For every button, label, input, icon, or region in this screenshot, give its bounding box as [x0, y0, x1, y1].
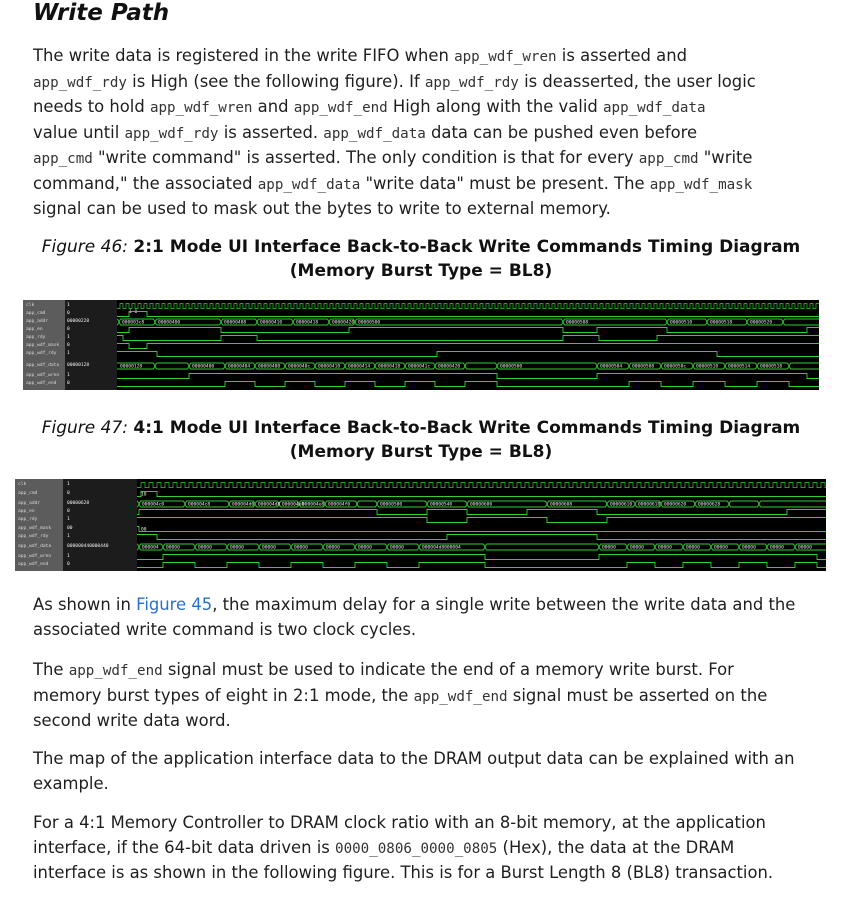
- signal-name-clk: clk: [26, 303, 35, 308]
- p3-line-2: memory burst types of eight in 2:1 mode, the app_wdf_end signal must be asserted on the: [33, 685, 768, 705]
- app-wdf-data-transition: [354, 544, 357, 550]
- p3-line-3: second write data word.: [33, 711, 231, 730]
- app-addr-transition: [376, 501, 379, 507]
- figure-47-timing-diagram: [15, 479, 826, 571]
- app-wdf-data-transition: [464, 363, 467, 369]
- app-addr-value-label: 00000418: [296, 320, 319, 326]
- app-wdf-data-value-label: 00000: [658, 545, 672, 551]
- app-addr-value-label: 00000520: [750, 320, 773, 326]
- p1-line-7: signal can be used to mask out the bytes to write to external memory.: [33, 199, 611, 218]
- paragraph-write-fifo: [33, 44, 803, 222]
- app-addr-segment: [761, 501, 827, 507]
- app-wdf-data-transition: [404, 363, 407, 369]
- app-addr-transition: [328, 319, 331, 325]
- app-wdf-data-transition: [484, 544, 487, 550]
- app-addr-segment: [357, 319, 562, 325]
- app-wdf-data-value-label: 00000500: [500, 364, 523, 370]
- app-wdf-data-value-label: 00000408: [258, 364, 281, 370]
- figure-47-subtitle: (Memory Burst Type = BL8): [289, 442, 553, 462]
- app-wdf-end-wave: [117, 382, 819, 387]
- app-wdf-data-segment: [467, 363, 496, 369]
- app-wdf-data-value-label: 00000: [230, 545, 244, 551]
- signal-name-app_wdf_wren: app_wdf_wren: [18, 554, 52, 559]
- signal-name-app_wdf_end: app_wdf_end: [26, 381, 57, 386]
- clk-wave: [117, 304, 819, 309]
- app-wdf-wren-wave: [137, 555, 826, 560]
- app-addr-transition: [220, 319, 223, 325]
- app-addr-value-label: 00000618: [638, 502, 661, 508]
- figure-46-subtitle: (Memory Burst Type = BL8): [289, 261, 553, 281]
- app-wdf-data-transition: [322, 544, 325, 550]
- app-wdf-data-value-label: 0000040c: [288, 364, 311, 370]
- app-addr-transition: [184, 501, 187, 507]
- p2-line-2: associated write command is two clock cycles.: [33, 619, 417, 639]
- signal-name-app_en: app_en: [18, 509, 35, 514]
- signal-value-app_wdf_data: 00000128: [67, 363, 90, 368]
- app-addr-value-label: 00000540: [430, 502, 453, 508]
- signal-value-app_rdy: 1: [67, 335, 70, 340]
- app-wdf-data-transition: [654, 544, 657, 550]
- app-wdf-data-value-label: 00000420: [438, 364, 461, 370]
- signal-value-app_wdf_end: 0: [67, 562, 70, 567]
- app-addr-transition: [546, 501, 549, 507]
- signal-name-app_wdf_end: app_wdf_end: [18, 562, 49, 567]
- signal-value-app_en: 0: [67, 327, 70, 332]
- app-wdf-data-value-label: 00000414: [348, 364, 371, 370]
- figure-46-caption: [40, 235, 802, 283]
- app-addr-segment: [117, 319, 118, 325]
- mask-value-label: 00: [141, 527, 147, 533]
- app-wdf-data-transition: [626, 544, 629, 550]
- app-wdf-data-segment: [791, 363, 820, 369]
- waveform-area: [137, 479, 826, 571]
- app-wdf-data-value-label: 00000: [630, 545, 644, 551]
- signal-value-app_wdf_wren: 1: [67, 554, 70, 559]
- app-wdf-data-transition: [418, 544, 421, 550]
- app-wdf-data-value-label: 00000410: [318, 364, 341, 370]
- app-addr-value-label: 000004d8: [258, 502, 281, 508]
- app-addr-value-label: 00000608: [550, 502, 573, 508]
- app-addr-transition: [562, 319, 565, 325]
- p1-line-4: value until app_wdf_rdy is asserted. app_wdf_data data can be pushed even before: [33, 122, 698, 142]
- app-wdf-data-value-label: 00000: [390, 545, 404, 551]
- app-wdf-data-transition: [344, 363, 347, 369]
- figure-46-title: 2:1 Mode UI Interface Back-to-Back Write Commands Timing Diagram: [133, 237, 801, 257]
- app-addr-value-label: 000004e0: [282, 502, 305, 508]
- app-wdf-data-transition: [766, 544, 769, 550]
- app-wdf-data-value-label: 00000: [798, 545, 812, 551]
- app-wdf-data-transition: [290, 544, 293, 550]
- app-rdy-wave: [117, 336, 819, 341]
- app-wdf-data-transition: [738, 544, 741, 550]
- app-wdf-data-value-label: 00000504: [600, 364, 623, 370]
- app-wdf-data-transition: [258, 544, 261, 550]
- app-wdf-data-value-label: 0000041c: [408, 364, 431, 370]
- app-wdf-data-transition: [596, 363, 599, 369]
- paragraph-wdf-end: [33, 658, 803, 734]
- app-addr-transition: [728, 501, 731, 507]
- app-addr-value-label: 00000600: [470, 502, 493, 508]
- signal-value-app_wdf_mask: 00: [67, 526, 73, 531]
- signal-name-app_addr: app_addr: [26, 319, 49, 324]
- app-addr-value-label: 000004f0: [328, 502, 351, 508]
- app-addr-value-label: 000004c8: [188, 502, 211, 508]
- app-addr-transition: [782, 319, 785, 325]
- app-addr-segment: [785, 319, 820, 325]
- app-addr-transition: [426, 501, 429, 507]
- app-wdf-data-transition: [628, 363, 631, 369]
- app-wdf-data-value-label: 00000128: [120, 364, 143, 370]
- app-addr-value-label: 000003c8: [122, 320, 145, 326]
- app-addr-value-label: 00000410: [260, 320, 283, 326]
- app-wdf-end-wave: [137, 563, 826, 568]
- app-wdf-data-transition: [794, 544, 797, 550]
- p1-line-1: The write data is registered in the write FIFO when app_wdf_wren is asserted and: [33, 46, 687, 65]
- app-addr-transition: [634, 501, 637, 507]
- app-wdf-data-transition: [226, 544, 229, 550]
- p1-line-3: needs to hold app_wdf_wren and app_wdf_end High along with the valid app_wdf_data: [33, 97, 706, 116]
- app-addr-transition: [706, 319, 709, 325]
- app-wdf-mask-wave: [137, 527, 826, 532]
- app-wdf-data-transition: [788, 363, 791, 369]
- signal-name-app_wdf_rdy: app_wdf_rdy: [18, 534, 49, 539]
- signal-name-app_wdf_mask: app_wdf_mask: [26, 343, 60, 348]
- app-addr-transition: [228, 501, 231, 507]
- signal-name-app_rdy: app_rdy: [26, 335, 46, 340]
- figure-47-caption: [40, 416, 802, 464]
- app-wdf-data-value-label: 00000518: [760, 364, 783, 370]
- app-addr-value-label: 00000628: [698, 502, 721, 508]
- app-wdf-data-value-label: 000004: [142, 545, 159, 551]
- signal-name-app_wdf_data: app_wdf_data: [26, 363, 60, 368]
- app-en-wave: [137, 510, 826, 515]
- clk-wave: [137, 483, 826, 488]
- app-addr-value-label: 00000510: [670, 320, 693, 326]
- app-addr-transition: [694, 501, 697, 507]
- app-addr-transition: [256, 319, 259, 325]
- signal-value-app_wdf_rdy: 1: [67, 351, 70, 356]
- app-wdf-data-transition: [188, 363, 191, 369]
- app-wdf-data-value-label: 00000: [770, 545, 784, 551]
- app-cmd-wave: [137, 492, 826, 497]
- app-wdf-data-value-label: 00000: [602, 545, 616, 551]
- app-wdf-data-value-label: 00000: [326, 545, 340, 551]
- p5-line-1: For a 4:1 Memory Controller to DRAM clock ratio with an 8-bit memory, at the application: [33, 813, 766, 832]
- paragraph-max-delay: [33, 593, 803, 642]
- figure-46-label: Figure 46:: [41, 237, 128, 257]
- app-addr-value-label: 000004d0: [232, 502, 255, 508]
- app-wdf-data-transition: [314, 363, 317, 369]
- signal-name-app_cmd: app_cmd: [18, 491, 38, 496]
- app-wdf-data-value-label: 00000: [294, 545, 308, 551]
- app-wdf-data-transition: [682, 544, 685, 550]
- signal-value-clk: 1: [67, 482, 70, 487]
- signal-value-column: [65, 300, 117, 390]
- app-wdf-data-transition: [224, 363, 227, 369]
- app-wdf-data-value-label: 00000: [742, 545, 756, 551]
- app-wdf-mask-wave: [117, 344, 819, 349]
- figure-47-title: 4:1 Mode UI Interface Back-to-Back Write Commands Timing Diagram: [133, 418, 801, 438]
- signal-value-clk: 1: [67, 303, 70, 308]
- app-wdf-data-transition: [724, 363, 727, 369]
- app-addr-transition: [758, 501, 761, 507]
- app-cmd-wave: [117, 312, 819, 317]
- app-wdf-data-transition: [374, 363, 377, 369]
- p5-line-2: interface, if the 64-bit data driven is 0000_0806_0000_0805 (Hex), the data at the DRAM: [33, 837, 735, 857]
- signal-name-app_wdf_mask: app_wdf_mask: [18, 526, 52, 531]
- signal-name-app_addr: app_addr: [18, 501, 41, 506]
- app-rdy-wave: [137, 518, 826, 523]
- p1-line-5: app_cmd "write command" is asserted. The only condition is that for every app_cmd "write: [33, 148, 753, 167]
- app-addr-value-label: 00000400: [158, 320, 181, 326]
- app-wdf-rdy-wave: [117, 352, 819, 357]
- app-wdf-data-transition: [154, 363, 157, 369]
- signal-value-app_wdf_mask: 0: [67, 343, 70, 348]
- figure-45-link[interactable]: Figure 45: [136, 595, 213, 614]
- app-addr-transition: [666, 319, 669, 325]
- app-wdf-rdy-wave: [137, 535, 826, 540]
- signal-name-app_wdf_wren: app_wdf_wren: [26, 373, 60, 378]
- signal-value-app_addr: 00000628: [67, 501, 90, 506]
- app-addr-segment: [731, 501, 758, 507]
- figure-47-label: Figure 47:: [41, 418, 128, 438]
- app-addr-transition: [118, 319, 121, 325]
- app-addr-segment: [137, 501, 138, 507]
- app-wdf-data-segment: [137, 544, 138, 550]
- app-wdf-data-transition: [194, 544, 197, 550]
- signal-value-app_cmd: 0: [67, 311, 70, 316]
- p1-line-2: app_wdf_rdy is High (see the following figure). If app_wdf_rdy is deasserted, the user logic: [33, 71, 756, 91]
- figure-46-timing-diagram: [23, 300, 819, 390]
- app-wdf-data-transition: [254, 363, 257, 369]
- app-addr-value-label: 00000518: [710, 320, 733, 326]
- app-wdf-data-value-label: 00000404: [228, 364, 251, 370]
- section-title: Write Path: [33, 0, 170, 26]
- p4-line-1: The map of the application interface data to the DRAM output data can be explained with an: [33, 749, 795, 768]
- signal-value-app_cmd: 0: [67, 491, 70, 496]
- app-wdf-data-transition: [660, 363, 663, 369]
- app-addr-transition: [466, 501, 469, 507]
- signal-value-column: [63, 479, 137, 571]
- paragraph-map-example: [33, 747, 803, 796]
- signal-name-app_cmd: app_cmd: [26, 311, 46, 316]
- app-wdf-data-value-label: 00000508: [632, 364, 655, 370]
- app-wdf-data-transition: [138, 544, 141, 550]
- app-addr-value-label: 00000508: [566, 320, 589, 326]
- app-wdf-data-value-label: 00000: [358, 545, 372, 551]
- signal-value-app_wdf_data: 000000440000440: [67, 544, 109, 549]
- app-addr-value-label: 00000500: [380, 502, 403, 508]
- p4-line-2: example.: [33, 773, 109, 793]
- cmd-value-label: 1 0: [129, 310, 138, 315]
- app-addr-value-label: 00000420: [332, 320, 355, 326]
- app-addr-transition: [746, 319, 749, 325]
- signal-name-app_en: app_en: [26, 327, 43, 332]
- signal-value-app_wdf_wren: 1: [67, 373, 70, 378]
- app-addr-value-label: 000004e8: [302, 502, 325, 508]
- app-addr-value-label: 00000620: [664, 502, 687, 508]
- app-wdf-data-transition: [756, 363, 759, 369]
- app-wdf-data-segment: [487, 544, 598, 550]
- app-addr-transition: [606, 501, 609, 507]
- signal-name-app_wdf_rdy: app_wdf_rdy: [26, 351, 57, 356]
- app-wdf-data-value-label: 00000514: [728, 364, 751, 370]
- app-addr-transition: [138, 501, 141, 507]
- app-addr-transition: [356, 501, 359, 507]
- app-wdf-data-segment: [157, 363, 188, 369]
- signal-name-app_wdf_data: app_wdf_data: [18, 544, 52, 549]
- app-wdf-data-transition: [598, 544, 601, 550]
- signal-name-app_rdy: app_rdy: [18, 517, 38, 522]
- p3-line-1: The app_wdf_end signal must be used to indicate the end of a memory write burst. For: [33, 660, 734, 679]
- app-wdf-data-transition: [162, 544, 165, 550]
- signal-name-clk: clk: [18, 482, 27, 487]
- app-wdf-data-transition: [284, 363, 287, 369]
- paragraph-4to1-ratio: [33, 811, 803, 886]
- p5-line-3: interface is as shown in the following figure. This is for a Burst Length 8 (BL8) transaction.: [33, 863, 774, 882]
- app-wdf-data-transition: [710, 544, 713, 550]
- app-addr-transition: [292, 319, 295, 325]
- signal-value-app_en: 0: [67, 509, 70, 514]
- app-wdf-data-value-label: 00000: [262, 545, 276, 551]
- signal-value-app_addr: 00000228: [67, 319, 90, 324]
- app-addr-value-label: 00000500: [358, 320, 381, 326]
- signal-value-app_wdf_rdy: 1: [67, 534, 70, 539]
- app-wdf-data-value-label: 00000510: [696, 364, 719, 370]
- app-wdf-data-value-label: 00000400: [192, 364, 215, 370]
- app-wdf-data-transition: [692, 363, 695, 369]
- app-wdf-data-transition: [434, 363, 437, 369]
- app-addr-segment: [359, 501, 376, 507]
- app-wdf-data-value-label: 00000: [166, 545, 180, 551]
- app-wdf-data-value-label: 00000418: [378, 364, 401, 370]
- signal-value-app_rdy: 1: [67, 517, 70, 522]
- app-addr-value-label: 00000408: [224, 320, 247, 326]
- app-wdf-wren-wave: [117, 374, 819, 379]
- app-wdf-data-value-label: 00000: [198, 545, 212, 551]
- waveform-area: [117, 300, 819, 390]
- p1-line-6: command," the associated app_wdf_data "write data" must be present. The app_wdf_mask: [33, 173, 753, 193]
- app-wdf-data-transition: [496, 363, 499, 369]
- app-wdf-data-value-label: 00000: [714, 545, 728, 551]
- cmd-value-label: 10: [141, 492, 147, 498]
- app-addr-value-label: 00000610: [610, 502, 633, 508]
- app-addr-transition: [154, 319, 157, 325]
- app-addr-value-label: 000004c0: [142, 502, 165, 508]
- app-wdf-data-transition: [386, 544, 389, 550]
- app-wdf-data-value-label: 00000: [686, 545, 700, 551]
- p2-line-1: As shown in Figure 45, the maximum delay for a single write between the write data and the: [33, 595, 796, 614]
- app-wdf-data-value-label: 000004d8000004: [422, 545, 461, 551]
- signal-value-app_wdf_end: 0: [67, 381, 70, 386]
- app-en-wave: [117, 328, 819, 333]
- app-wdf-data-value-label: 0000050c: [664, 364, 687, 370]
